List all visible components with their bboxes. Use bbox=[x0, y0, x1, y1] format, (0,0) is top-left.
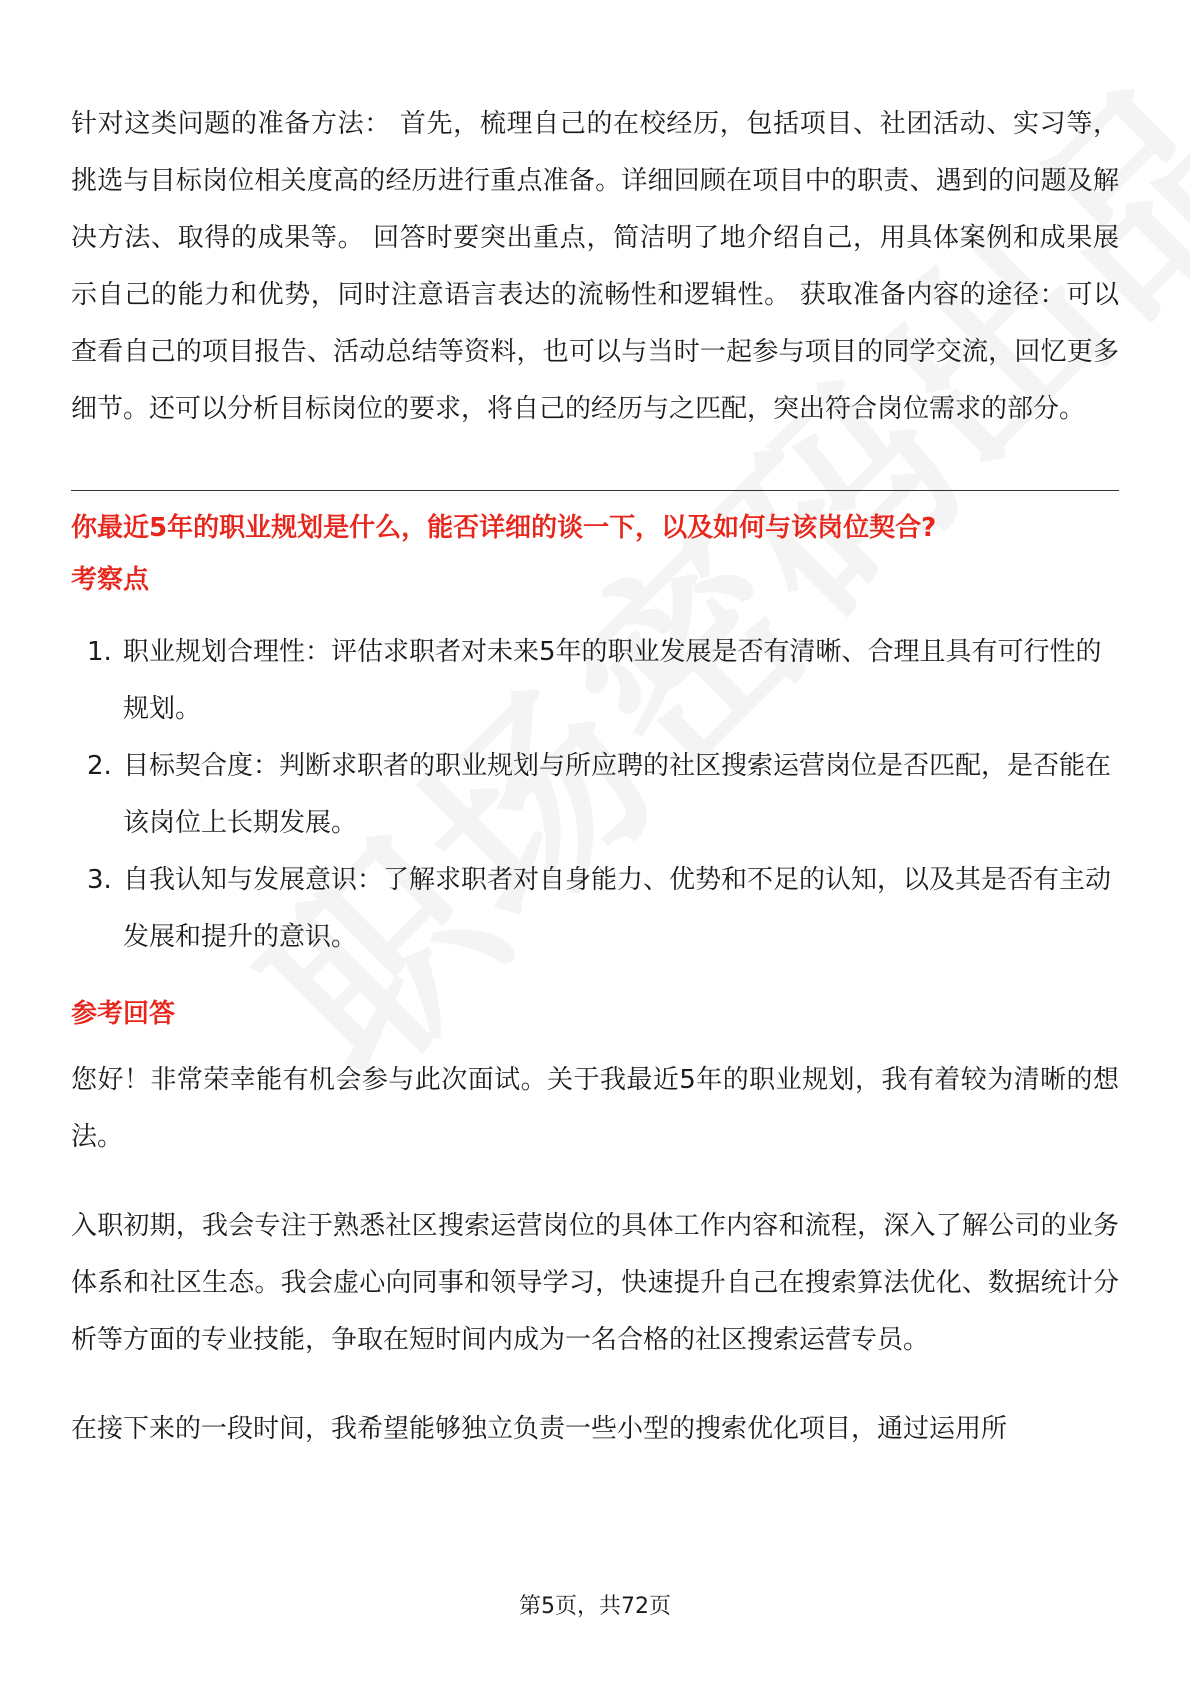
assessment-heading: 考察点 bbox=[71, 565, 150, 595]
point-text: 自我认知与发展意识：了解求职者对自身能力、优势和不足的认知，以及其是否有主动发展和提升的意识。 bbox=[123, 865, 1112, 952]
point-number: 2. bbox=[87, 751, 112, 781]
answer-heading: 参考回答 bbox=[71, 999, 176, 1029]
answer-paragraph: 您好！非常荣幸能有机会参与此次面试。关于我最近5年的职业规划，我有着较为清晰的想法。 bbox=[71, 1065, 1119, 1152]
page-content bbox=[71, 96, 1119, 1458]
assessment-point bbox=[71, 738, 1119, 852]
point-text: 目标契合度：判断求职者的职业规划与所应聘的社区搜索运营岗位是否匹配，是否能在该岗位上长期发展。 bbox=[123, 751, 1112, 838]
page-number-footer: 第5页，共72页 bbox=[519, 1594, 671, 1619]
answer-paragraph: 在接下来的一段时间，我希望能够独立负责一些小型的搜索优化项目，通过运用所 bbox=[71, 1414, 1008, 1444]
answer-paragraph: 入职初期，我会专注于熟悉社区搜索运营岗位的具体工作内容和流程，深入了解公司的业务体系和社区生态。我会虚心向同事和领导学习，快速提升自己在搜索算法优化、数据统计分析等方面的专业技能，争取在短时间内成为一名合格的社区搜索运营专员。 bbox=[71, 1211, 1119, 1355]
point-text: 职业规划合理性：评估求职者对未来5年的职业发展是否有清晰、合理且具有可行性的规划。 bbox=[123, 637, 1102, 724]
point-number: 3. bbox=[87, 865, 112, 895]
question-heading: 你最近5年的职业规划是什么，能否详细的谈一下，以及如何与该岗位契合? bbox=[71, 513, 937, 543]
intro-paragraph: 针对这类问题的准备方法： 首先，梳理自己的在校经历，包括项目、社团活动、实习等，挑选与目标岗位相关度高的经历进行重点准备。详细回顾在项目中的职责、遇到的问题及解决方法、取得的成果等。 回答时要突出重点，简洁明了地介绍自己，用具体案例和成果展示自己的能力和优势，同时注意语言表达的流畅性和逻辑性。 获取准备内容的途径：可以查看自己的项目报告、活动总结等资料，也可以与当时一起参与项目的同学交流，回忆更多细节。还可以分析目标岗位的要求，将自己的经历与之匹配，突出符合岗位需求的部分。 bbox=[71, 109, 1119, 424]
assessment-point bbox=[71, 852, 1119, 966]
assessment-point bbox=[71, 624, 1119, 738]
point-number: 1. bbox=[87, 637, 112, 667]
section-divider bbox=[71, 490, 1119, 491]
assessment-points-list bbox=[71, 624, 1119, 966]
